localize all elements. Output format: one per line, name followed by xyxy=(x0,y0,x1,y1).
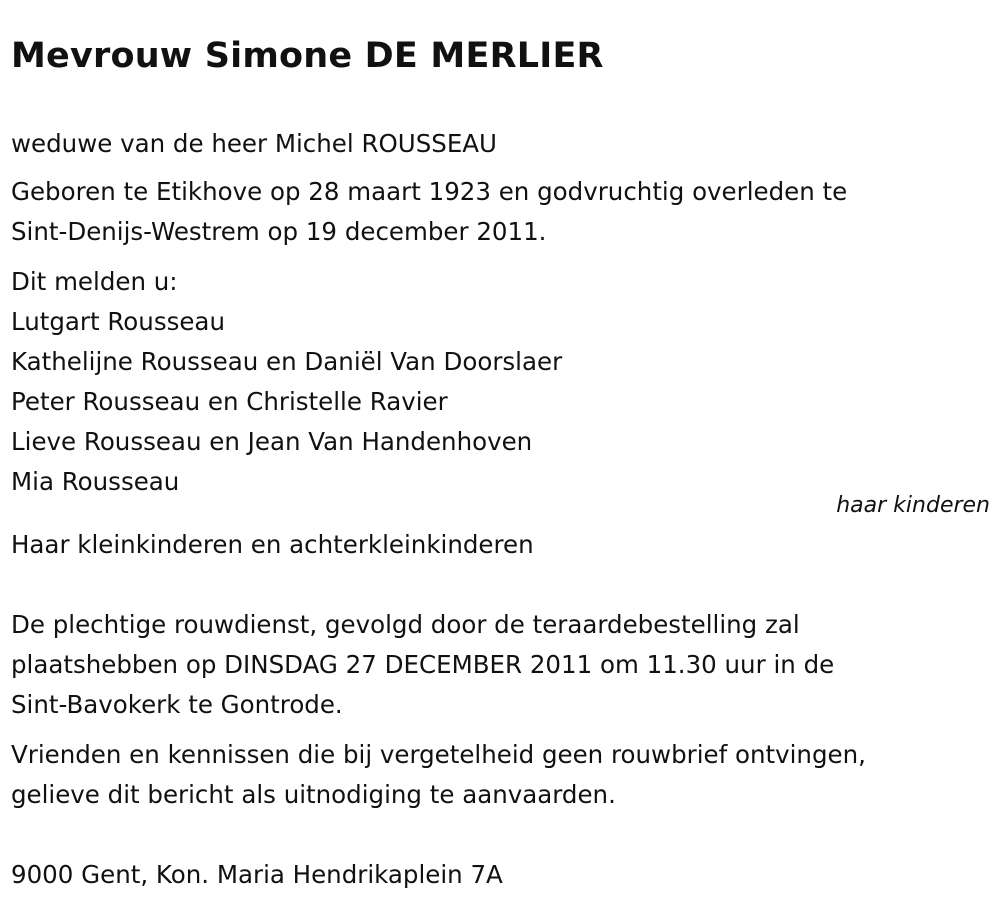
deceased-name: Mevrouw Simone DE MERLIER xyxy=(11,36,604,76)
address-line: 9000 Gent, Kon. Maria Hendrikaplein 7A xyxy=(11,860,503,889)
announcement-intro: Dit melden u: xyxy=(11,267,178,296)
invitation-line-2: gelieve dit bericht als uitnodiging te aanvaarden. xyxy=(11,780,616,809)
child-entry: Kathelijne Rousseau en Daniël Van Doorslaer xyxy=(11,347,563,376)
child-entry: Mia Rousseau xyxy=(11,467,180,496)
children-label: haar kinderen xyxy=(836,493,990,518)
grandchildren-line: Haar kleinkinderen en achterkleinkinderen xyxy=(11,530,534,559)
service-line-2: plaatshebben op DINSDAG 27 DECEMBER 2011 om 11.30 uur in de xyxy=(11,650,835,679)
child-entry: Lutgart Rousseau xyxy=(11,307,225,336)
invitation-line-1: Vrienden en kennissen die bij vergetelheid geen rouwbrief ontvingen, xyxy=(11,740,866,769)
service-line-1: De plechtige rouwdienst, gevolgd door de teraardebestelling zal xyxy=(11,610,800,639)
service-line-3: Sint-Bavokerk te Gontrode. xyxy=(11,690,343,719)
child-entry: Lieve Rousseau en Jean Van Handenhoven xyxy=(11,427,533,456)
spouse-line: weduwe van de heer Michel ROUSSEAU xyxy=(11,129,497,158)
birth-death-line-2: Sint-Denijs-Westrem op 19 december 2011. xyxy=(11,217,547,246)
birth-death-line-1: Geboren te Etikhove op 28 maart 1923 en godvruchtig overleden te xyxy=(11,177,848,206)
child-entry: Peter Rousseau en Christelle Ravier xyxy=(11,387,448,416)
